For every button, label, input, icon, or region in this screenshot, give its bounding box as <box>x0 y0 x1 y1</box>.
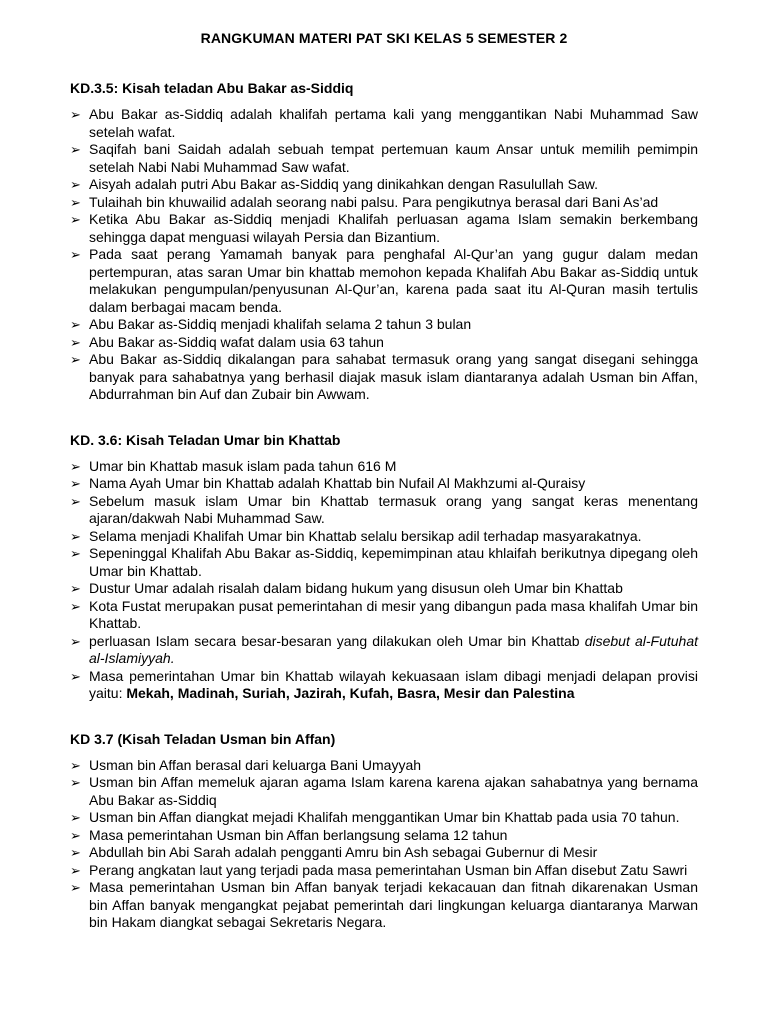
list-item <box>70 528 698 546</box>
list-item-text: Masa pemerintahan Usman bin Affan berlangsung selama 12 tahun <box>89 826 508 843</box>
arrow-bullet-icon: ➢ <box>70 142 81 157</box>
list-item-text: Abu Bakar as-Siddiq menjadi khalifah selama 2 tahun 3 bulan <box>89 316 472 332</box>
arrow-bullet-icon: ➢ <box>70 757 81 773</box>
list-item <box>70 194 698 212</box>
list-item <box>70 351 698 404</box>
list-item-text: Usman bin Affan berasal dari keluarga Bani Umayyah <box>89 756 422 773</box>
list-item <box>70 141 698 176</box>
arrow-bullet-icon: ➢ <box>70 598 81 614</box>
section-umar <box>70 432 698 703</box>
list-item <box>70 246 698 316</box>
list-item-text: perluasan Islam secara besar-besaran yang dilakukan oleh Umar bin Khattab <box>89 632 585 649</box>
list-item <box>70 879 698 932</box>
arrow-bullet-icon: ➢ <box>70 194 81 210</box>
arrow-bullet-icon: ➢ <box>70 458 81 474</box>
bullet-list <box>70 458 698 703</box>
list-item <box>70 316 698 334</box>
list-item-text: Aisyah adalah putri Abu Bakar as-Siddiq yang dinikahkan dengan Rasulullah Saw. <box>89 176 599 192</box>
list-item <box>70 598 698 633</box>
arrow-bullet-icon: ➢ <box>70 247 81 262</box>
section-usman <box>70 731 698 932</box>
list-item <box>70 774 698 809</box>
section-abu-bakar <box>70 80 698 404</box>
section-heading: KD.3.5: Kisah teladan Abu Bakar as-Siddiq <box>70 80 354 96</box>
list-item <box>70 862 698 880</box>
arrow-bullet-icon: ➢ <box>70 546 81 561</box>
arrow-bullet-icon: ➢ <box>70 845 81 860</box>
arrow-bullet-icon: ➢ <box>70 528 81 544</box>
list-item <box>70 545 698 580</box>
list-item-text: Pada saat perang Yamamah banyak para penghafal Al-Qur’an yang gugur dalam medan pertempuran, atas saran Umar bin khattab memohon kepada Khalifah Abu Bakar as-Siddiq untuk melakukan pengumpulan/penyusunan Al-Qur’an, karena pada saat itu Al-Quran masih tertulis dalam berbagai macam benda. <box>89 246 698 315</box>
list-item-text: Usman bin Affan memeluk ajaran agama Islam karena karena ajakan sahabatnya yang bernama Abu Bakar as-Siddiq <box>89 774 698 808</box>
bullet-list <box>70 757 698 932</box>
list-item-text: Sebelum masuk islam Umar bin Khattab termasuk orang yang sangat keras menentang ajaran/dakwah Nabi Muhammad Saw. <box>89 492 698 526</box>
arrow-bullet-icon: ➢ <box>70 317 81 332</box>
list-item <box>70 668 698 703</box>
arrow-bullet-icon: ➢ <box>70 581 81 596</box>
list-item <box>70 334 698 352</box>
list-item <box>70 176 698 194</box>
arrow-bullet-icon: ➢ <box>70 177 81 192</box>
list-item-text: Saqifah bani Saidah adalah sebuah tempat pertemuan kaum Ansar untuk memilih pemimpin setelah Nabi Nabi Muhammad Saw wafat. <box>89 141 698 175</box>
arrow-bullet-icon: ➢ <box>70 493 81 509</box>
bold-province-list: Mekah, Madinah, Suriah, Jazirah, Kufah, Basra, Mesir dan Palestina <box>126 685 575 701</box>
arrow-bullet-icon: ➢ <box>70 775 81 790</box>
document-title: RANGKUMAN MATERI PAT SKI KELAS 5 SEMESTER 2 <box>200 30 568 46</box>
arrow-bullet-icon: ➢ <box>70 862 81 878</box>
arrow-bullet-icon: ➢ <box>70 107 81 122</box>
list-item-text: Abu Bakar as-Siddiq adalah khalifah pertama kali yang menggantikan Nabi Muhammad Saw setelah wafat. <box>89 106 698 140</box>
arrow-bullet-icon: ➢ <box>70 810 81 825</box>
list-item-text: Abu Bakar as-Siddiq dikalangan para sahabat termasuk orang yang sangat disegani sehingga banyak para sahabatnya yang berhasil diajak masuk islam diantaranya adalah Usman bin Affan, Abdurrahman bin Auf dan Zubair bin Awwam. <box>89 351 698 402</box>
arrow-bullet-icon: ➢ <box>70 880 81 895</box>
list-item-text: Masa pemerintahan Usman bin Affan banyak terjadi kekacauan dan fitnah dikarenakan Usman bin Affan banyak mengangkat pejabat pemerintah dari lingkungan keluarga diantaranya Marwan bin Hakam diangkat sebagai Sekretaris Negara. <box>89 879 698 930</box>
arrow-bullet-icon: ➢ <box>70 334 81 350</box>
list-item-text: Abu Bakar as-Siddiq wafat dalam usia 63 tahun <box>89 333 384 350</box>
list-item-text: Kota Fustat merupakan pusat pemerintahan di mesir yang dibangun pada masa khalifah Umar bin Khattab. <box>89 597 698 631</box>
arrow-bullet-icon: ➢ <box>70 668 81 684</box>
list-item-text: Sepeninggal Khalifah Abu Bakar as-Siddiq, kepemimpinan atau khlaifah berikutnya dipegang oleh Umar bin Khattab. <box>89 545 698 579</box>
list-item-text: Dustur Umar adalah risalah dalam bidang hukum yang disusun oleh Umar bin Khattab <box>89 580 623 596</box>
list-item <box>70 580 698 598</box>
list-item-text: Tulaihah bin khuwailid adalah seorang nabi palsu. Para pengikutnya berasal dari Bani As’ad <box>89 193 659 210</box>
list-item <box>70 809 698 827</box>
bullet-list <box>70 106 698 404</box>
arrow-bullet-icon: ➢ <box>70 633 81 649</box>
arrow-bullet-icon: ➢ <box>70 212 81 227</box>
list-item-text: Ketika Abu Bakar as-Siddiq menjadi Khalifah perluasan agama Islam semakin berkembang sehingga dapat menguasi wilayah Persia dan Bizantium. <box>89 211 698 245</box>
list-item <box>70 458 698 476</box>
arrow-bullet-icon: ➢ <box>70 827 81 843</box>
list-item-text: Masa pemerintahan Umar bin Khattab wilayah kekuasaan islam dibagi menjadi delapan provisi yaitu: <box>89 667 698 701</box>
section-heading: KD 3.7 (Kisah Teladan Usman bin Affan) <box>70 730 336 747</box>
list-item <box>70 633 698 668</box>
list-item <box>70 757 698 775</box>
list-item <box>70 493 698 528</box>
list-item-text: Usman bin Affan diangkat mejadi Khalifah menggantikan Umar bin Khattab pada usia 70 tahun. <box>89 809 680 825</box>
arrow-bullet-icon: ➢ <box>70 352 81 367</box>
list-item <box>70 475 698 493</box>
list-item-text: Nama Ayah Umar bin Khattab adalah Khattab bin Nufail Al Makhzumi al-Quraisy <box>89 475 586 491</box>
arrow-bullet-icon: ➢ <box>70 476 81 491</box>
list-item-text: Selama menjadi Khalifah Umar bin Khattab selalu bersikap adil terhadap masyarakatnya. <box>89 527 642 544</box>
list-item-text: Umar bin Khattab masuk islam pada tahun 616 M <box>89 457 397 474</box>
list-item <box>70 106 698 141</box>
list-item <box>70 827 698 845</box>
list-item-text: Perang angkatan laut yang terjadi pada masa pemerintahan Usman bin Affan disebut Zatu Sawri <box>89 861 688 878</box>
list-item <box>70 211 698 246</box>
list-item-text: Abdullah bin Abi Sarah adalah pengganti Amru bin Ash sebagai Gubernur di Mesir <box>89 844 598 860</box>
italic-term: disebut al-Futuhat al-Islamiyyah. <box>89 632 698 666</box>
section-heading: KD. 3.6: Kisah Teladan Umar bin Khattab <box>70 431 341 448</box>
list-item <box>70 844 698 862</box>
